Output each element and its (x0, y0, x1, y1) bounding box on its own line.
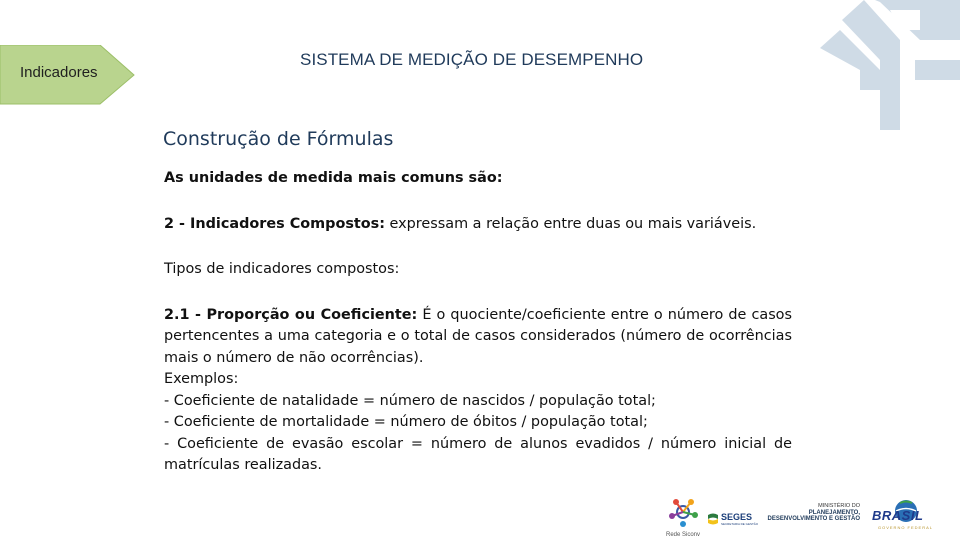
rede-siconv-text: Rede Siconv (665, 532, 701, 538)
example-item: - Coeficiente de natalidade = número de nascidos / população total; (164, 392, 656, 409)
brasil-subtext: GOVERNO FEDERAL (878, 525, 934, 530)
proportion-heading: 2.1 - Proporção ou Coeficiente: (164, 306, 418, 323)
seges-text: SEGES (721, 512, 753, 522)
proportion-paragraph (164, 305, 792, 370)
ministerio-line3: DESENVOLVIMENTO E GESTÃO (767, 516, 860, 522)
brasil-logo (870, 498, 948, 536)
composite-heading: 2 - Indicadores Compostos: (164, 215, 385, 232)
seges-logo (706, 512, 759, 528)
example-item: - Coeficiente de mortalidade = número de óbitos / população total; (164, 414, 648, 430)
types-heading: Tipos de indicadores compostos: (164, 261, 400, 277)
composite-text: expressam a relação entre duas ou mais variáveis. (384, 215, 757, 232)
ministerio-line1: MINISTÉRIO DO (818, 503, 860, 509)
header-title: SISTEMA DE MEDIÇÃO DE DESEMPENHO (300, 50, 644, 69)
seges-icon (706, 513, 720, 525)
ministerio-logo (758, 503, 860, 533)
examples-label: Exemplos: (164, 371, 239, 387)
ministerio-line2: PLANEJAMENTO, (808, 509, 860, 516)
rede-siconv-logo (664, 497, 702, 537)
rede-siconv-icon (664, 497, 702, 527)
seges-subtext: SECRETARIA DE GESTÃO (721, 522, 759, 526)
decorative-corner-logo (820, 0, 960, 140)
footer-logos (660, 495, 960, 540)
content-body (164, 168, 792, 477)
proportion-text: É o quociente/coeficiente entre o número de casos pertencentes a uma categoria e o total de casos considerados (número de ocorrências mais o número de não ocorrências). (164, 306, 792, 366)
intro-text: As unidades de medida mais comuns são: (164, 170, 503, 186)
example-item: - Coeficiente de evasão escolar = número de alunos evadidos / número inicial de matrículas realizadas. (164, 435, 792, 473)
tag-label: Indicadores (20, 64, 98, 81)
composite-paragraph (164, 214, 792, 236)
section-title: Construção de Fórmulas (163, 128, 394, 150)
brasil-text: BRASIL (872, 508, 924, 523)
